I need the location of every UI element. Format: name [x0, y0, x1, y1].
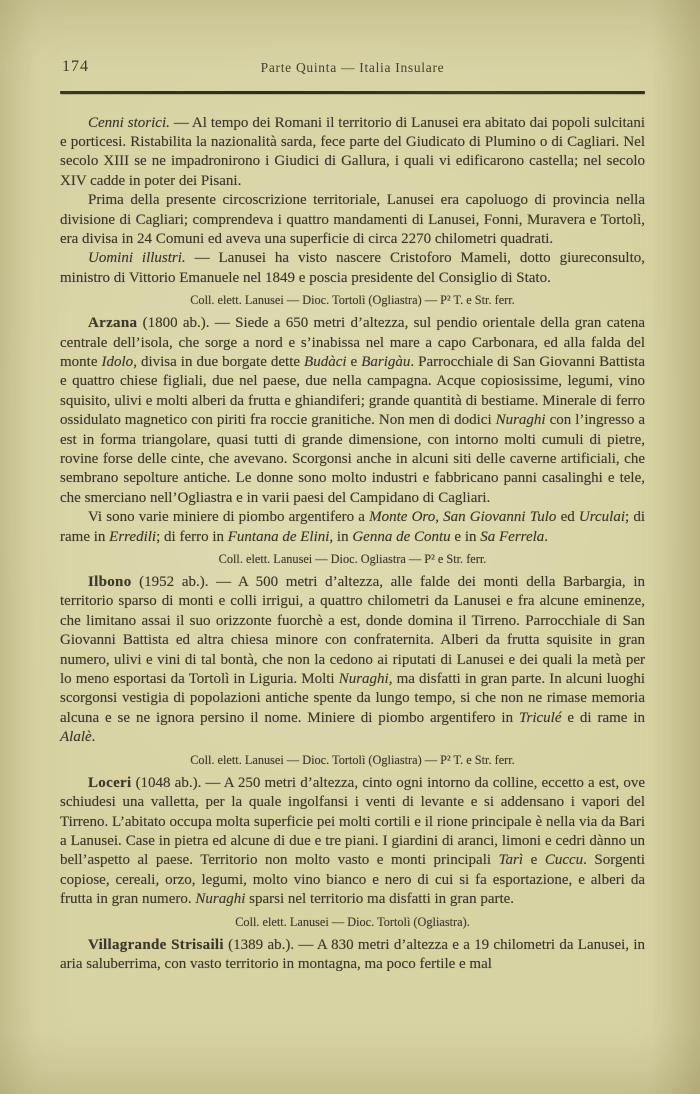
text-run: ; di ferro in	[156, 528, 228, 545]
italic-term: Monte Oro	[369, 509, 436, 526]
text-run: e in	[450, 528, 481, 545]
page-body	[60, 114, 645, 975]
entry-name: Loceri	[88, 774, 132, 791]
italic-term: Alalè	[60, 729, 92, 746]
text-run: Coll. elett. Lanusei — Dioc. Tortolì (Ogliastra) — P² T. e Str. ferr.	[190, 752, 515, 767]
text-run: con l’ingresso a est in forma triangolare, quasi tutti di grande dimensione, con intorno molti cumuli di pietre, rovine forse delle cinte, che avevano. Scorgonsi anche in alcuni siti delle caverne artificiali, che sembrano sepolture antiche. Le donne sono molto industri e fabbricano panni casalinghi e tele, che smerciano nell’Ogliastra e in varii paesi del Campidano di Cagliari.	[60, 412, 645, 506]
text-run: Prima della presente circoscrizione territoriale, Lanusei era capoluogo di provincia nella divisione di Cagliari; comprendeva i quattro mandamenti di Lanusei, Fonni, Muravera e Tortolì, era divisa in 24 Comuni ed aveva una superficie di circa 2270 chilometri quadrati.	[60, 192, 645, 247]
text-run: e	[346, 353, 362, 370]
text-run: (1048 ab.). — A 250 metri d’altezza, cinto ogni intorno da colline, eccetto a est, ove schiudesi una valletta, per la quale ingolfansi i venti di levante e si addensano i vapori del Tirreno. L’abitato occupa molta superficie pei molti cortili e il rione principale è nella via da Bari a Lanusei. Case in pietra ed alcune di due e tre piani. I giardini di aranci, limoni e cedri dànno un bell’aspetto al paese. Territorio non molto vasto e monti principali	[60, 774, 645, 869]
text-run: Coll. elett. Lanusei — Dioc. Ogliastra — P² e Str. ferr.	[218, 552, 487, 567]
text-run: , ma disfatti in gran parte. In alcuni luoghi scorgonsi vestigia di popolazioni antiche spente da lungo tempo, si che non ne rimase memoria alcuna e se ne ignora persino il nome. Miniere di piombo argentifero in	[60, 671, 645, 726]
text-run: . Sorgenti copiose, cereali, orzo, legumi, molto vino bianco e nero di cui si fa esportazione, e alberi da frutta in gran numero.	[60, 852, 645, 908]
paragraph	[60, 508, 645, 547]
electoral-college-note	[60, 915, 645, 929]
text-run: — Al tempo dei Romani il territorio di Lanusei era abitato dai popoli sulcitani e porticesi. Ristabilita la nazionalità sarda, fece parte del Giudicato di Plumino o di Cagliari. Nel secolo XIII se ne impadronirono i Giudici di Gallura, i quali vi edificarono castella; nel secolo XIV cadde in poter dei Pisani.	[60, 114, 645, 189]
italic-term: Sa Ferrela	[480, 528, 545, 545]
italic-term: Cuccu	[544, 852, 584, 869]
text-run: — Lanusei ha visto nascere Cristoforo Mameli, dotto giureconsulto, ministro di Vittorio Emanuele nel 1849 e poscia presidente del Consiglio di Stato.	[60, 250, 645, 286]
italic-term: Nuraghi	[338, 671, 389, 688]
entry-paragraph	[60, 774, 645, 910]
paragraph	[60, 249, 645, 288]
italic-term: Triculé	[518, 709, 562, 726]
italic-term: Idolo	[101, 353, 134, 370]
entry-name: Ilbono	[88, 574, 132, 591]
paragraph	[60, 114, 645, 192]
italic-term: Budàci	[304, 353, 347, 370]
text-run: (1389 ab.). — A 830 metri d’altezza e a 19 chilometri da Lanusei, in aria saluberrima, con vasto territorio in montagna, ma poco fertile e mal	[60, 936, 645, 972]
electoral-college-note	[60, 552, 645, 566]
paragraph	[60, 191, 645, 249]
entry-name: Villagrande Strisaili	[88, 936, 224, 953]
running-header	[60, 58, 645, 78]
text-run: ; di rame in	[60, 509, 646, 545]
italic-term: Urculai	[578, 509, 626, 526]
entry-paragraph	[60, 573, 645, 748]
italic-term: San Giovanni Tulo	[443, 509, 557, 526]
text-run: e	[523, 852, 545, 869]
text-run: . Parrocchiale di San Giovanni Battista e quattro chiese figliali, due nel paese, due nella campagna. Acque copiosissime, legumi, vino squisito, ulivi e molti alberi da frutta e ghiandiferi; grande quantità di bestiame. Minerale di ferro ossidulato magnetico con piriti fra roccie granitiche. Non men di dodici	[60, 353, 645, 429]
text-run: .	[91, 729, 96, 746]
header-rule	[60, 91, 645, 94]
entry-paragraph	[60, 314, 645, 508]
text-run: ,	[435, 509, 444, 526]
entry-name: Arzana	[88, 315, 138, 332]
italic-term: Barigàu	[361, 353, 411, 370]
header-title: Parte Quinta — Italia Insulare	[260, 60, 445, 75]
text-run: Vi sono varie miniere di piombo argentifero a	[88, 509, 370, 526]
italic-term: Tarì	[498, 852, 524, 869]
text-run: Coll. elett. Lanusei — Dioc. Tortolì (Ogliastra) — P² T. e Str. ferr.	[190, 293, 515, 308]
italic-term: Funtana de Elini	[227, 528, 330, 545]
italic-term: Nuraghi	[495, 412, 546, 429]
text-run: , in	[329, 528, 353, 545]
text-run: sparsi nel territorio ma disfatti in gran parte.	[245, 891, 515, 908]
text-run: e di rame in	[561, 709, 645, 726]
entry-paragraph	[60, 936, 645, 975]
page-number: 174	[62, 58, 89, 75]
italic-term: Uomini illustri.	[88, 250, 186, 267]
text-run: ed	[556, 509, 579, 526]
text-run: (1800 ab.). — Siede a 650 metri d’altezza, sul pendio orientale della gran catena centrale dell’isola, che sorge a nord e s’inabissa nel mare a capo Carbonara, ed alla falda del monte	[60, 315, 645, 370]
italic-term: Cenni storici.	[88, 114, 170, 131]
italic-term: Nuraghi	[195, 891, 246, 908]
italic-term: Genna de Contu	[352, 528, 451, 545]
electoral-college-note	[60, 753, 645, 767]
italic-term: Erredili	[109, 528, 157, 545]
text-run: .	[544, 528, 549, 545]
text-run: Coll. elett. Lanusei — Dioc. Tortolì (Ogliastra).	[235, 914, 470, 929]
electoral-college-note	[60, 293, 645, 307]
text-run: , divisa in due borgate dette	[133, 353, 305, 370]
text-run: (1952 ab.). — A 500 metri d’altezza, alle falde dei monti della Barbargia, in territorio sparso di monti e colli irrigui, a quattro chilometri da Lanusei e fra alcune eminenze, che limitano assai il suo orizzonte fuorchè a est, donde domina il Tirreno. Parrocchiale di San Giovanni Battista ed altra chiesa minore con confraternita. Alberi da frutta squisite in gran numero, ulivi e vini di tal bontà, che non la cedono ai riputati di Lanusei e dei quali la metà per lo meno esportasi da Tortolì in Liguria. Molti	[60, 574, 645, 688]
